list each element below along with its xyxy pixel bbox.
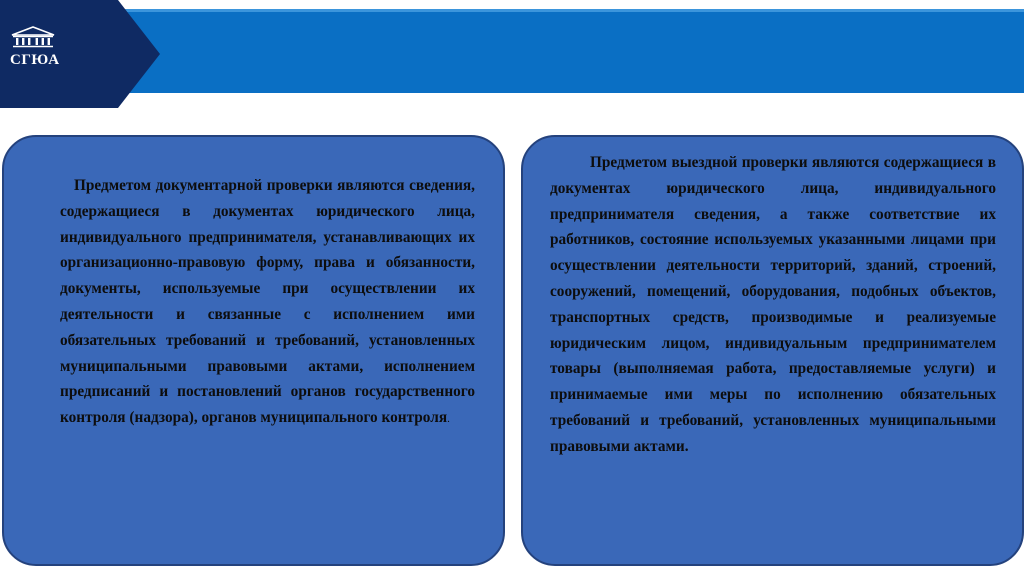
header-band-line: [0, 9, 1024, 12]
top-band-highlight: [0, 0, 1024, 9]
card-left-tail: .: [447, 413, 450, 426]
building-icon: [10, 26, 56, 48]
card-left-body: Предметом документарной проверки являются сведения, содержащиеся в документах юридического лица, индивидуального предпринимателя, устанавливающих их организационно-правовую форму, права и обязанности, документы, используемые при осуществлении их деятельности и связанные с исполнением ими обязательных требований и требований, установленных муниципальными правовыми актами, исполнением предписаний и постановлений органов государственного контроля (надзора), органов муниципального контроля: [60, 177, 475, 427]
logo-text: СГЮА: [10, 52, 60, 68]
card-field-inspection: [521, 135, 1024, 566]
card-documentary-inspection: [2, 135, 505, 566]
card-left-text: [60, 173, 475, 433]
card-right-text: Предметом выездной проверки являются содержащиеся в документах юридического лица, индивидуального предпринимателя сведения, а также соответствие их работников, состояние используемых указанными лицами при осуществлении деятельности территорий, зданий, строений, сооружений, помещений, оборудования, подобных объектов, транспортных средств, производимые и реализуемые юридическим лицом, индивидуальным предпринимателем товары (выполняемая работа, предоставляемые услуги) и принимаемые ими меры по исполнению обязательных требований и требований, установленных муниципальными правовыми актами.: [550, 154, 996, 455]
